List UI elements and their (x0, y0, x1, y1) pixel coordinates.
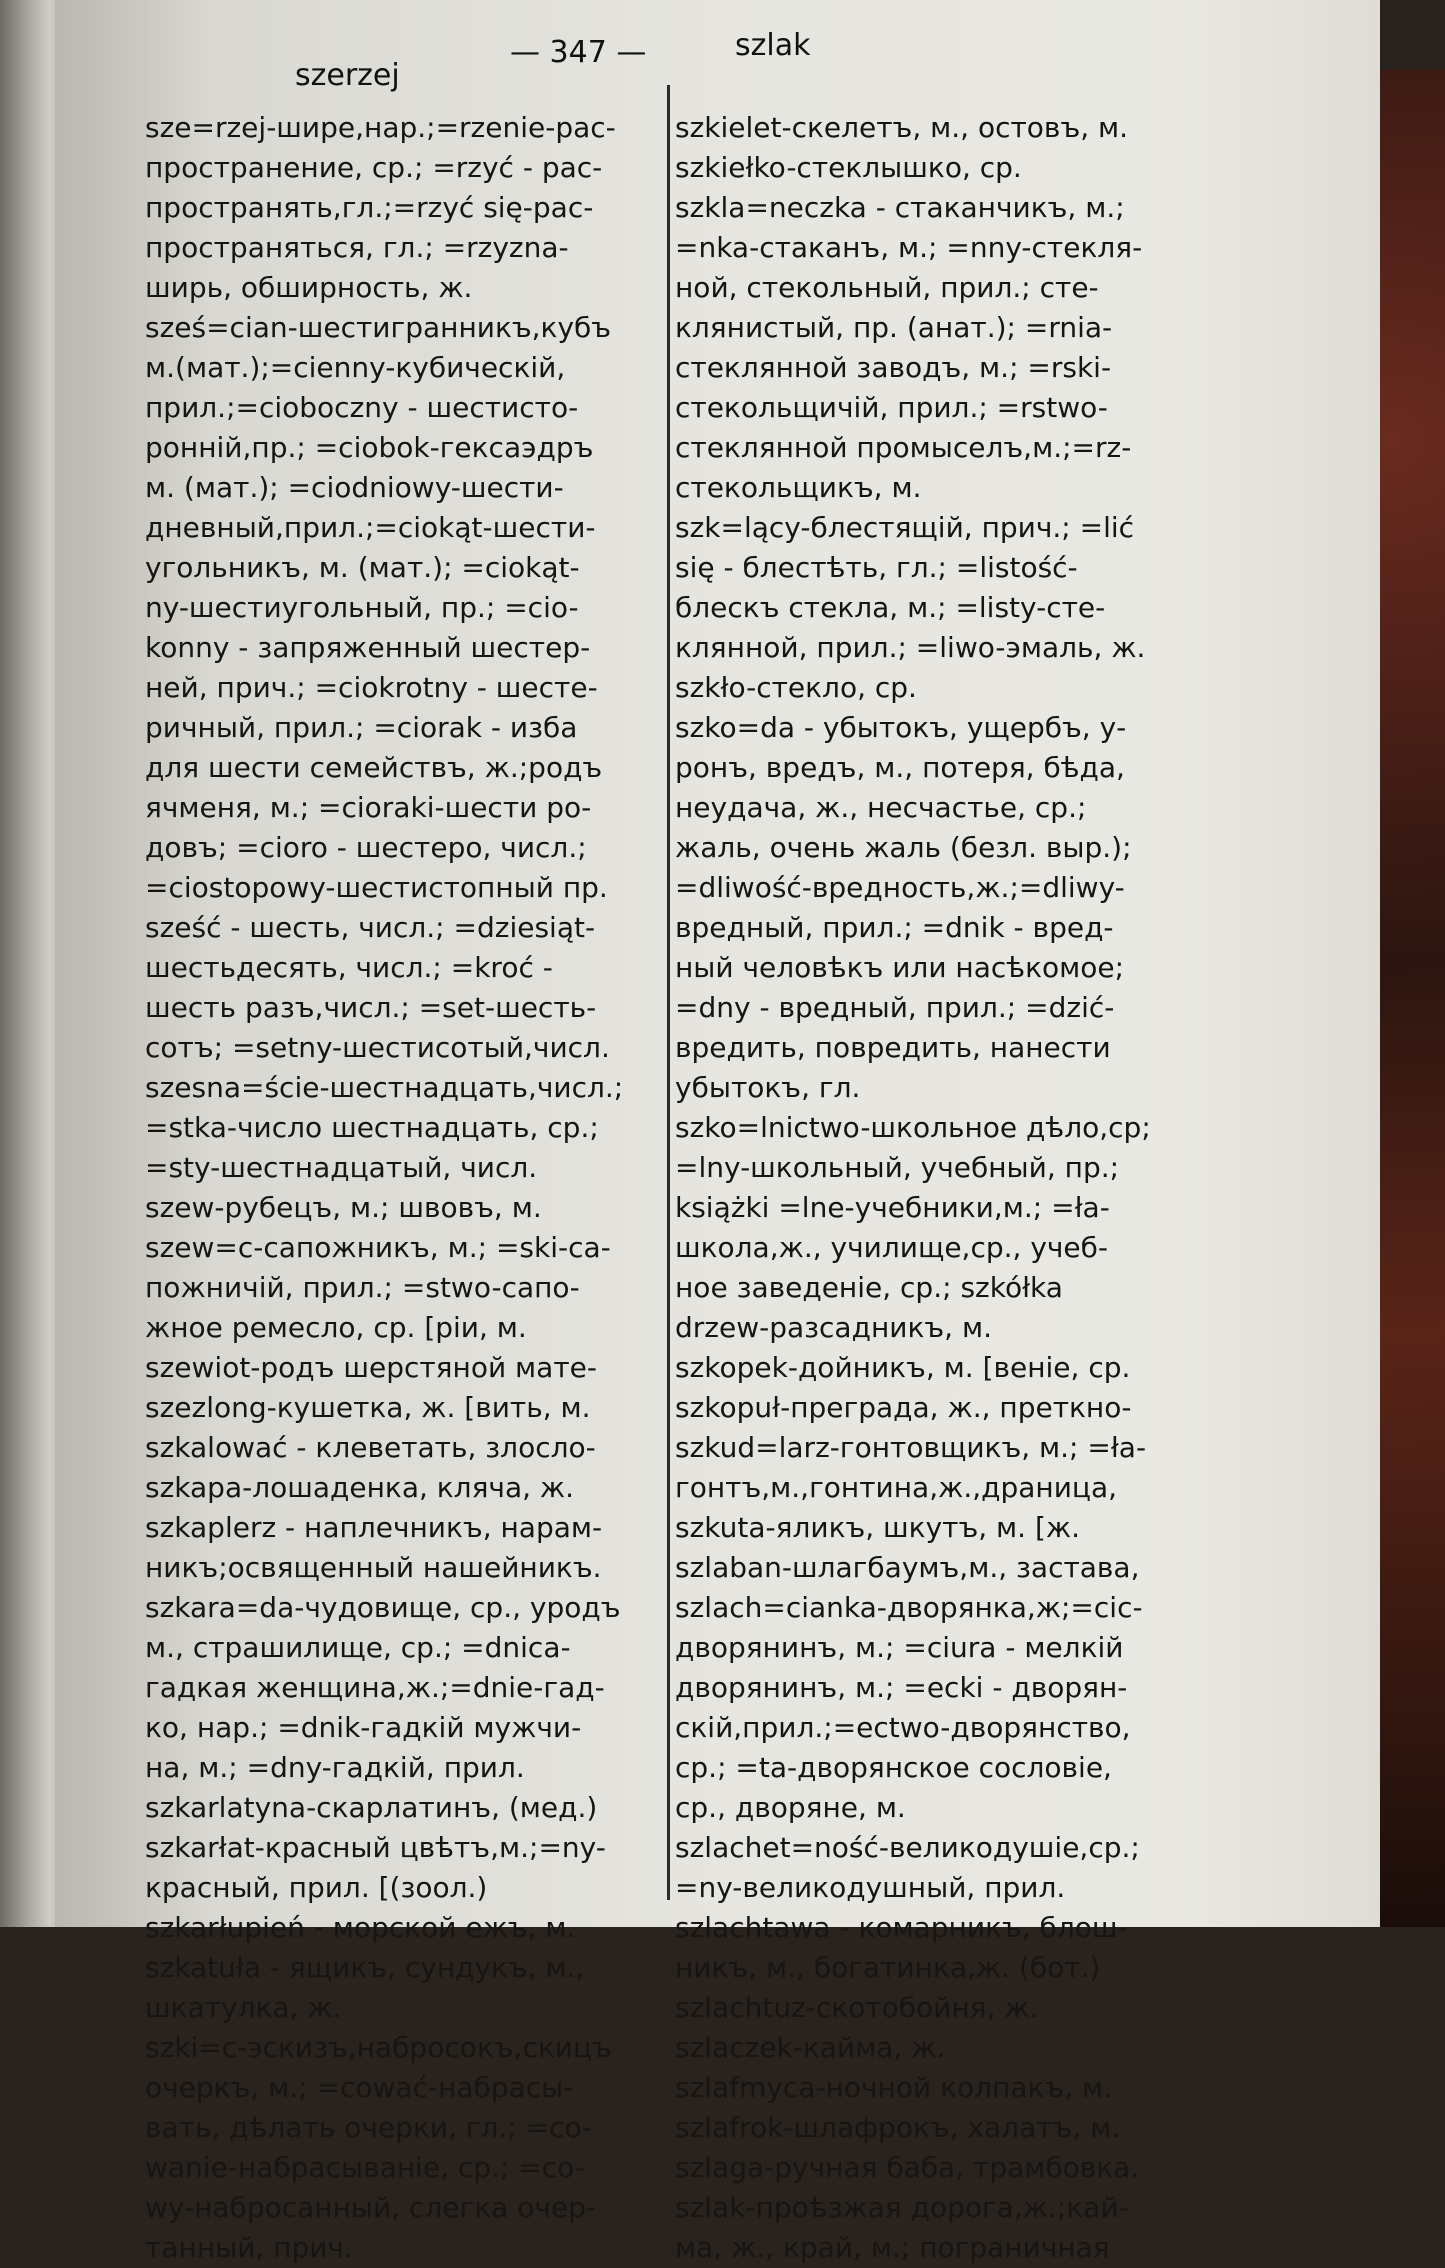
dictionary-line: =ciostopowy-шестистопный пр. (145, 871, 608, 904)
dictionary-line: szko=lnictwo-школьное дѣло,ср; (675, 1111, 1151, 1144)
dictionary-line: szlach=cianka-дворянка,ж;=cic- (675, 1591, 1143, 1624)
dictionary-line: ко, нар.; =dnik-гадкій мужчи- (145, 1711, 582, 1744)
dictionary-line: дневный,прил.;=ciokąt-шести- (145, 511, 596, 544)
dictionary-line: ма, ж., край, м.; пограничная (675, 2231, 1110, 2264)
dictionary-line: =ny-великодушный, прил. (675, 1871, 1066, 1904)
dictionary-line: =nka-стаканъ, м.; =nny-стекля- (675, 231, 1143, 264)
dictionary-line: ронъ, вредъ, м., потеря, бѣда, (675, 751, 1125, 784)
dictionary-line: =dliwość-вредность,ж.;=dliwy- (675, 871, 1125, 904)
dictionary-line: пространяться, гл.; =rzyzna- (145, 231, 569, 264)
dictionary-line: гонтъ,м.,гонтина,ж.,драница, (675, 1471, 1118, 1504)
dictionary-page (55, 0, 1380, 2264)
dictionary-line: убытокъ, гл. (675, 1071, 861, 1104)
dictionary-line: szko=da - убытокъ, ущербъ, у- (675, 711, 1127, 744)
dictionary-line: szesna=ście-шестнадцать,числ.; (145, 1071, 624, 1104)
dictionary-line: szkopek-дойникъ, м. [веніе, ср. (675, 1351, 1131, 1384)
dictionary-line: пространение, ср.; =rzyć - рас- (145, 151, 603, 184)
dictionary-line: красный, прил. [(зоол.) (145, 1871, 488, 1904)
dictionary-line: szkielet-скелетъ, м., остовъ, м. (675, 111, 1129, 144)
dictionary-line: прил.;=cioboczny - шестисто- (145, 391, 579, 424)
dictionary-line: никъ;освященный нашейникъ. (145, 1551, 602, 1584)
dictionary-line: скій,прил.;=ectwo-дворянство, (675, 1711, 1131, 1744)
dictionary-line: szlafrok-шлафрокъ, халатъ, м. (675, 2111, 1121, 2144)
left-page-edge (0, 0, 62, 1927)
dictionary-line: szezlong-кушетка, ж. [вить, м. (145, 1391, 591, 1424)
dictionary-line: ширь, обширность, ж. (145, 271, 473, 304)
dictionary-line: довъ; =cioro - шестеро, числ.; (145, 831, 587, 864)
dictionary-line: ny-шестиугольный, пр.; =cio- (145, 591, 579, 624)
dictionary-line: =sty-шестнадцатый, числ. (145, 1151, 538, 1184)
dictionary-line: танный, прич. (145, 2231, 353, 2264)
dictionary-line: жное ремесло, ср. [ріи, м. (145, 1311, 527, 1344)
dictionary-line: szkatuła - ящикъ, сундукъ, м., (145, 1951, 585, 1984)
dictionary-line: szki=c-эскизъ,набросокъ,скицъ (145, 2031, 612, 2064)
dictionary-line: ный человѣкъ или насѣкомое; (675, 951, 1125, 984)
dictionary-line: konny - запряженный шестер- (145, 631, 591, 664)
dictionary-line: на, м.; =dny-гадкій, прил. (145, 1751, 525, 1784)
dictionary-line: дворянинъ, м.; =ciura - мелкій (675, 1631, 1124, 1664)
dictionary-line: szlaczek-кайма, ж. (675, 2031, 946, 2064)
dictionary-line: очеркъ, м.; =cować-набрасы- (145, 2071, 574, 2104)
dictionary-line: wy-набросанный, слегка очер- (145, 2191, 596, 2224)
dictionary-line: szkud=larz-гонтовщикъ, м.; =ła- (675, 1431, 1147, 1464)
dictionary-line: =stka-число шестнадцать, ср.; (145, 1111, 599, 1144)
dictionary-line: szlak-проѣзжая дорога,ж.;кай- (675, 2191, 1129, 2224)
dictionary-line: szkopuł-преграда, ж., преткно- (675, 1391, 1132, 1424)
dictionary-line: wanie-набрасываніе, ср.; =co- (145, 2151, 585, 2184)
dictionary-line: szkaplerz - наплечникъ, нарам- (145, 1511, 603, 1544)
page-number: — 347 — (510, 35, 647, 70)
dictionary-line: ячменя, м.; =cioraki-шести ро- (145, 791, 592, 824)
dictionary-line: дворянинъ, м.; =ecki - дворян- (675, 1671, 1128, 1704)
dictionary-line: гадкая женщина,ж.;=dnie-гад- (145, 1671, 605, 1704)
dictionary-line: для шести семействъ, ж.;родъ (145, 751, 603, 784)
dictionary-line: szew=c-сапожникъ, м.; =ski-са- (145, 1231, 611, 1264)
dictionary-line: м.(мат.);=cienny-кубическій, (145, 351, 566, 384)
dictionary-line: жаль, очень жаль (безл. выр.); (675, 831, 1132, 864)
dictionary-line: шестьдесять, числ.; =kroć - (145, 951, 553, 984)
dictionary-line: drzew-разсадникъ, м. (675, 1311, 992, 1344)
dictionary-line: szkla=neczka - стаканчикъ, м.; (675, 191, 1125, 224)
dictionary-line: książki =lne-учебники,м.; =ła- (675, 1191, 1110, 1224)
dictionary-line: =lny-школьный, учебный, пр.; (675, 1151, 1120, 1184)
page-header (55, 30, 1380, 110)
dictionary-line: стекольщикъ, м. (675, 471, 922, 504)
dictionary-line: неудача, ж., несчастье, ср.; (675, 791, 1087, 824)
book-cover-edge (1370, 70, 1445, 1927)
dictionary-line: ное заведеніе, ср.; szkółka (675, 1271, 1063, 1304)
dictionary-line: ной, стекольный, прил.; сте- (675, 271, 1099, 304)
dictionary-line: szlachtawa - комарникъ, блош- (675, 1911, 1128, 1944)
header-left-word: szerzej (295, 58, 400, 93)
dictionary-line: вать, дѣлать очерки, гл.; =co- (145, 2111, 593, 2144)
dictionary-line: школа,ж., училище,ср., учеб- (675, 1231, 1109, 1264)
dictionary-line: шкатулка, ж. (145, 1991, 342, 2024)
dictionary-line: szew-рубецъ, м.; швовъ, м. (145, 1191, 542, 1224)
dictionary-line: ср., дворяне, м. (675, 1791, 906, 1824)
dictionary-line: szk=lący-блестящій, прич.; =lić (675, 511, 1135, 544)
header-right-word: szlak (735, 28, 811, 63)
dictionary-line: вредить, повредить, нанести (675, 1031, 1111, 1064)
dictionary-line: szlachet=ność-великодушіе,ср.; (675, 1831, 1140, 1864)
dictionary-line: sześć - шесть, числ.; =dziesiąt- (145, 911, 596, 944)
dictionary-line: ср.; =ta-дворянское сословіе, (675, 1751, 1112, 1784)
dictionary-line: szkło-стекло, ср. (675, 671, 917, 704)
dictionary-line: szkara=da-чудовище, ср., уродъ (145, 1591, 621, 1624)
dictionary-line: блескъ стекла, м.; =listy-сте- (675, 591, 1106, 624)
dictionary-line: szkuta-яликъ, шкутъ, м. [ж. (675, 1511, 1081, 1544)
dictionary-line: стекольщичій, прил.; =rstwo- (675, 391, 1108, 424)
dictionary-line: szkarłat-красный цвѣтъ,м.;=ny- (145, 1831, 606, 1864)
dictionary-line: угольникъ, м. (мат.); =ciokąt- (145, 551, 580, 584)
dictionary-line: szlaban-шлагбаумъ,м., застава, (675, 1551, 1140, 1584)
dictionary-line: сотъ; =setny-шестисотый,числ. (145, 1031, 610, 1064)
dictionary-line: szlafmyca-ночной колпакъ, м. (675, 2071, 1113, 2104)
dictionary-line: вредный, прил.; =dnik - вред- (675, 911, 1114, 944)
dictionary-line: szlachtuz-скотобойня, ж. (675, 1991, 1039, 2024)
dictionary-line: никъ, м., богатинка,ж. (бот.) (675, 1951, 1101, 1984)
dictionary-line: szkarłupień - морской ежъ, м. (145, 1911, 576, 1944)
dictionary-line: м. (мат.); =ciodniowy-шести- (145, 471, 564, 504)
dictionary-line: szkiełko-стеклышко, ср. (675, 151, 1022, 184)
dictionary-line: ричный, прил.; =ciorak - изба (145, 711, 578, 744)
dictionary-line: пожничій, прил.; =stwo-сапо- (145, 1271, 580, 1304)
dictionary-line: sześ=cian-шестигранникъ,кубъ (145, 311, 612, 344)
left-column (145, 108, 700, 2264)
dictionary-line: стеклянной промыселъ,м.;=rz- (675, 431, 1132, 464)
dictionary-line: szkalować - клеветать, злосло- (145, 1431, 596, 1464)
dictionary-line: sze=rzej-шире,нар.;=rzenie-рас- (145, 111, 616, 144)
dictionary-line: szewiot-родъ шерстяной мате- (145, 1351, 597, 1384)
dictionary-line: =dny - вредный, прил.; =dzić- (675, 991, 1115, 1024)
dictionary-line: пространять,гл.;=rzyć się-рас- (145, 191, 594, 224)
dictionary-line: się - блестѣть, гл.; =listość- (675, 551, 1078, 584)
dictionary-line: szlaga-ручная баба, трамбовка. (675, 2151, 1140, 2184)
dictionary-line: м., страшилище, ср.; =dnica- (145, 1631, 571, 1664)
dictionary-line: ней, прич.; =ciokrotny - шесте- (145, 671, 598, 704)
dictionary-line: клянной, прил.; =liwo-эмаль, ж. (675, 631, 1146, 664)
dictionary-line: клянистый, пр. (анат.); =rnia- (675, 311, 1113, 344)
dictionary-line: шесть разъ,числ.; =set-шесть- (145, 991, 597, 1024)
dictionary-line: szkarlatyna-скарлатинъ, (мед.) (145, 1791, 598, 1824)
dictionary-line: szkapa-лошаденка, кляча, ж. (145, 1471, 575, 1504)
right-column (675, 108, 1375, 2264)
dictionary-line: ронній,пр.; =ciobok-гексаэдръ (145, 431, 594, 464)
dictionary-line: стеклянной заводъ, м.; =rski- (675, 351, 1112, 384)
